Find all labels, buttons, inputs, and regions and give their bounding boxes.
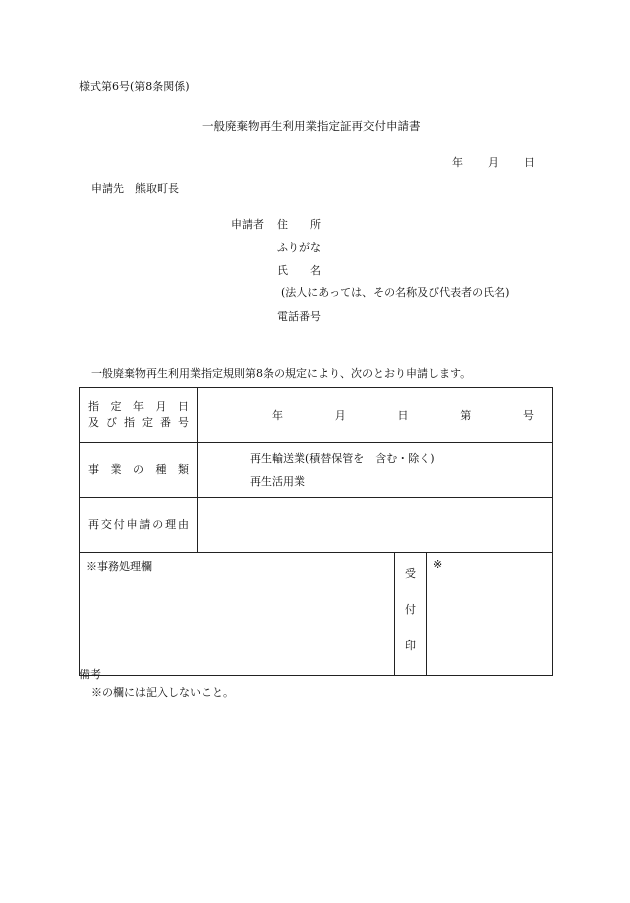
day-label: 日 — [524, 156, 535, 169]
corp-note: (法人にあっては、その名称及び代表者の氏名) — [281, 286, 510, 299]
name-label: 氏 名 — [277, 264, 321, 277]
reception-stamp-label — [395, 553, 427, 676]
reason-label: 再交付申請の理由 — [80, 498, 198, 553]
designation-dai: 第 — [460, 409, 472, 422]
designation-label-line2: 及び指定番号 — [88, 416, 189, 429]
applicant-label: 申請者 — [231, 218, 264, 231]
notes-text: ※の欄には記入しないこと。 — [91, 686, 234, 699]
designation-label-line1: 指定年月日 — [88, 400, 189, 413]
stamp-char-1: 受 — [405, 567, 416, 580]
intro-text: 一般廃棄物再生利用業指定規則第8条の規定により、次のとおり申請します。 — [91, 367, 472, 380]
table-row — [80, 388, 553, 443]
table-row — [80, 553, 553, 676]
designation-value-cell[interactable] — [198, 388, 553, 443]
office-mark: ※ — [433, 558, 443, 571]
designation-go: 号 — [523, 409, 534, 422]
business-type-cell[interactable] — [198, 443, 553, 498]
designation-month: 月 — [334, 409, 346, 422]
reason-field[interactable] — [198, 498, 553, 553]
address-label: 住 所 — [277, 218, 321, 231]
office-use-cell — [80, 553, 395, 676]
stamp-char-2: 付 — [405, 603, 416, 616]
office-use-label: ※事務処理欄 — [86, 560, 152, 573]
furigana-label: ふりがな — [277, 241, 321, 254]
business-option-utilization: 再生活用業 — [250, 475, 305, 488]
designation-year: 年 — [272, 409, 283, 422]
designation-day: 日 — [397, 409, 409, 422]
year-label: 年 — [452, 156, 463, 169]
month-label: 月 — [488, 156, 499, 169]
reception-stamp-area — [427, 553, 553, 676]
business-type-label: 事業の種類 — [80, 443, 198, 498]
addressee: 申請先 熊取町長 — [91, 182, 179, 195]
page-title: 一般廃棄物再生利用業指定証再交付申請書 — [202, 119, 421, 133]
stamp-char-3: 印 — [405, 639, 416, 652]
table-row — [80, 443, 553, 498]
business-option-transport: 再生輸送業(積替保管を 含む・除く) — [250, 452, 435, 465]
form-number: 様式第6号(第8条関係) — [79, 80, 190, 93]
phone-label: 電話番号 — [277, 310, 321, 323]
table-row — [80, 498, 553, 553]
notes-title: 備考 — [79, 668, 101, 681]
designation-label-cell — [80, 388, 198, 443]
application-table — [79, 387, 553, 676]
